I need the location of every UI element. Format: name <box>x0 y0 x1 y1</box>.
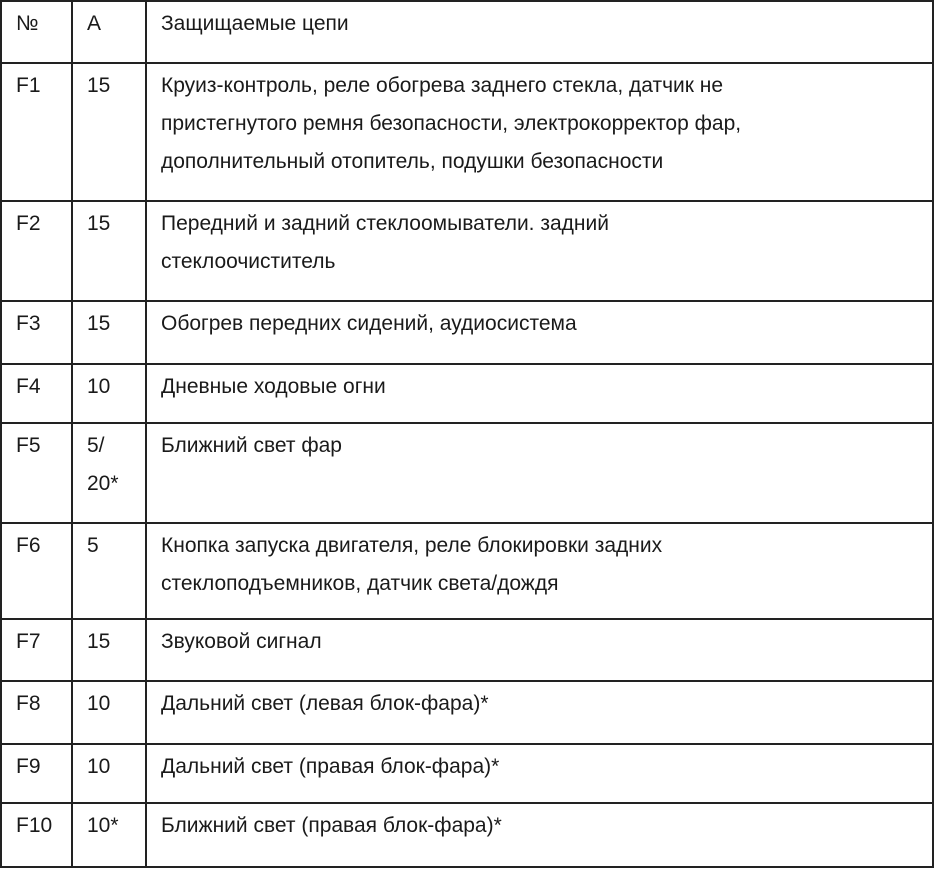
table-row-f9 <box>1 744 933 803</box>
fuse-rating <box>72 523 146 619</box>
table-row-f6 <box>1 523 933 619</box>
fuse-rating <box>72 201 146 301</box>
fuse-id: F7 <box>1 619 72 681</box>
rating-value: 15 <box>87 74 111 97</box>
fuse-id: F2 <box>1 201 72 301</box>
description-line: Круиз-контроль, реле обогрева заднего стекла, датчик не <box>161 74 724 97</box>
fuse-id: F1 <box>1 63 72 201</box>
circuit-description <box>146 201 933 301</box>
description-line: дополнительный отопитель, подушки безопасности <box>161 150 664 173</box>
description-line: стеклоподъемников, датчик света/дождя <box>161 572 559 595</box>
fuse-rating <box>72 364 146 423</box>
fuse-id: F10 <box>1 803 72 867</box>
fuse-id: F9 <box>1 744 72 803</box>
description-line: Ближний свет (правая блок-фара)* <box>161 814 502 837</box>
rating-value: 10 <box>87 692 111 715</box>
fuse-rating <box>72 744 146 803</box>
fuse-rating <box>72 681 146 744</box>
description-line: пристегнутого ремня безопасности, электрокорректор фар, <box>161 112 742 135</box>
rating-value: 10 <box>87 755 111 778</box>
table-row-f4 <box>1 364 933 423</box>
header-circuits: Защищаемые цепи <box>146 1 933 63</box>
circuit-description <box>146 619 933 681</box>
circuit-description <box>146 63 933 201</box>
fuse-rating <box>72 803 146 867</box>
description-line: Ближний свет фар <box>161 434 342 457</box>
circuit-description <box>146 364 933 423</box>
table-row-f8 <box>1 681 933 744</box>
circuit-description <box>146 803 933 867</box>
fuse-id: F6 <box>1 523 72 619</box>
description-line: Передний и задний стеклоомыватели. задний <box>161 212 609 235</box>
description-line: Дальний свет (левая блок-фара)* <box>161 692 489 715</box>
rating-value: 5/ <box>87 434 105 457</box>
description-line: стеклоочиститель <box>161 250 336 273</box>
table-row-f7 <box>1 619 933 681</box>
table-header-row <box>1 1 933 63</box>
circuit-description <box>146 301 933 364</box>
description-line: Обогрев передних сидений, аудиосистема <box>161 312 577 335</box>
circuit-description <box>146 423 933 523</box>
circuit-description <box>146 523 933 619</box>
header-number: № <box>1 1 72 63</box>
fuse-id: F4 <box>1 364 72 423</box>
rating-value: 10 <box>87 375 111 398</box>
fuse-id: F8 <box>1 681 72 744</box>
table-row-f2 <box>1 201 933 301</box>
fuse-rating <box>72 619 146 681</box>
fuse-rating <box>72 423 146 523</box>
description-line: Кнопка запуска двигателя, реле блокировки задних <box>161 534 663 557</box>
rating-value: 15 <box>87 630 111 653</box>
rating-value: 10* <box>87 814 119 837</box>
table-row-f3 <box>1 301 933 364</box>
description-line: Дневные ходовые огни <box>161 375 386 398</box>
fuse-id: F5 <box>1 423 72 523</box>
header-amperage: А <box>72 1 146 63</box>
rating-value: 5 <box>87 534 99 557</box>
fuse-rating <box>72 63 146 201</box>
fuse-rating <box>72 301 146 364</box>
fuse-id: F3 <box>1 301 72 364</box>
rating-value: 15 <box>87 312 111 335</box>
circuit-description <box>146 681 933 744</box>
rating-value: 15 <box>87 212 111 235</box>
table-row-f5 <box>1 423 933 523</box>
table-row-f1 <box>1 63 933 201</box>
description-line: Дальний свет (правая блок-фара)* <box>161 755 500 778</box>
table-row-f10 <box>1 803 933 867</box>
rating-value: 20* <box>87 472 119 495</box>
circuit-description <box>146 744 933 803</box>
description-line: Звуковой сигнал <box>161 630 322 653</box>
